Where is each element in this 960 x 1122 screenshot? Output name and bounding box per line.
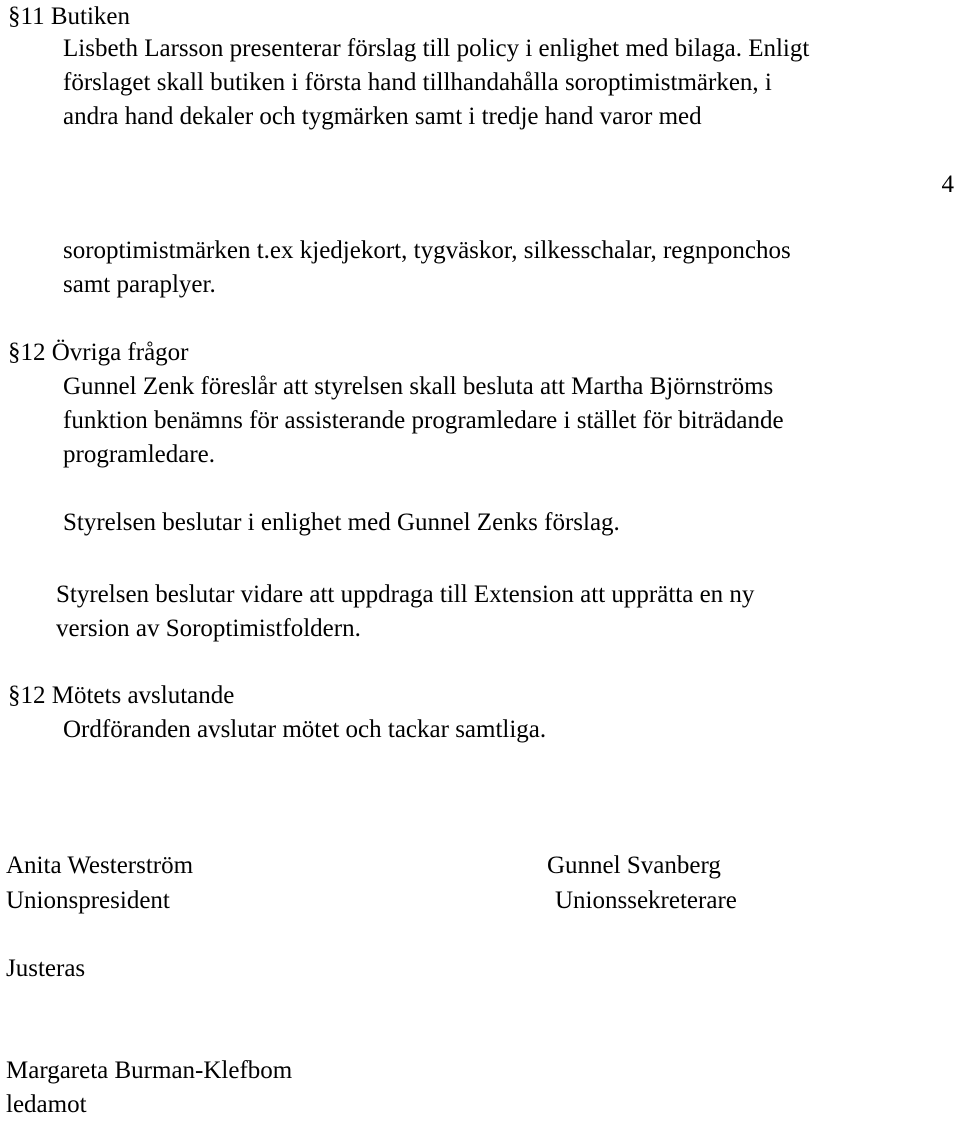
page-number: 4	[941, 171, 954, 198]
section-12-line-2: funktion benämns för assisterande programledare i stället för biträdande	[63, 407, 784, 434]
section-11-line-4: soroptimistmärken t.ex kjedjekort, tygväskor, silkesschalar, regnponchos	[63, 237, 791, 264]
section-12-line-3: programledare.	[63, 441, 216, 468]
section-11-line-5: samt paraplyer.	[63, 271, 216, 298]
decision-2-line-2: version av Soroptimistfoldern.	[56, 615, 361, 642]
adjuster-title: ledamot	[6, 1091, 87, 1118]
signature-left-title: Unionspresident	[6, 887, 170, 914]
decision-1: Styrelsen beslutar i enlighet med Gunnel Zenks förslag.	[63, 509, 620, 536]
signature-left-name: Anita Westerström	[6, 852, 194, 879]
section-11-heading: §11 Butiken	[8, 3, 130, 30]
section-12-line-1: Gunnel Zenk föreslår att styrelsen skall besluta att Martha Björnströms	[63, 373, 774, 400]
section-11-line-2: förslaget skall butiken i första hand tillhandahålla soroptimistmärken, i	[63, 69, 772, 96]
adjuster-name: Margareta Burman-Klefbom	[6, 1057, 293, 1084]
closing-heading: §12 Mötets avslutande	[8, 682, 235, 709]
decision-2-line-1: Styrelsen beslutar vidare att uppdraga till Extension att upprätta en ny	[56, 581, 755, 608]
section-11-line-1: Lisbeth Larsson presenterar förslag till policy i enlighet med bilaga. Enligt	[63, 35, 810, 62]
adjusted-label: Justeras	[6, 955, 86, 982]
closing-line: Ordföranden avslutar mötet och tackar samtliga.	[63, 716, 547, 743]
signature-right-name: Gunnel Svanberg	[547, 852, 721, 879]
section-12-heading: §12 Övriga frågor	[8, 339, 189, 366]
signature-right-title: Unionssekreterare	[555, 887, 737, 914]
section-11-line-3: andra hand dekaler och tygmärken samt i tredje hand varor med	[63, 103, 702, 130]
